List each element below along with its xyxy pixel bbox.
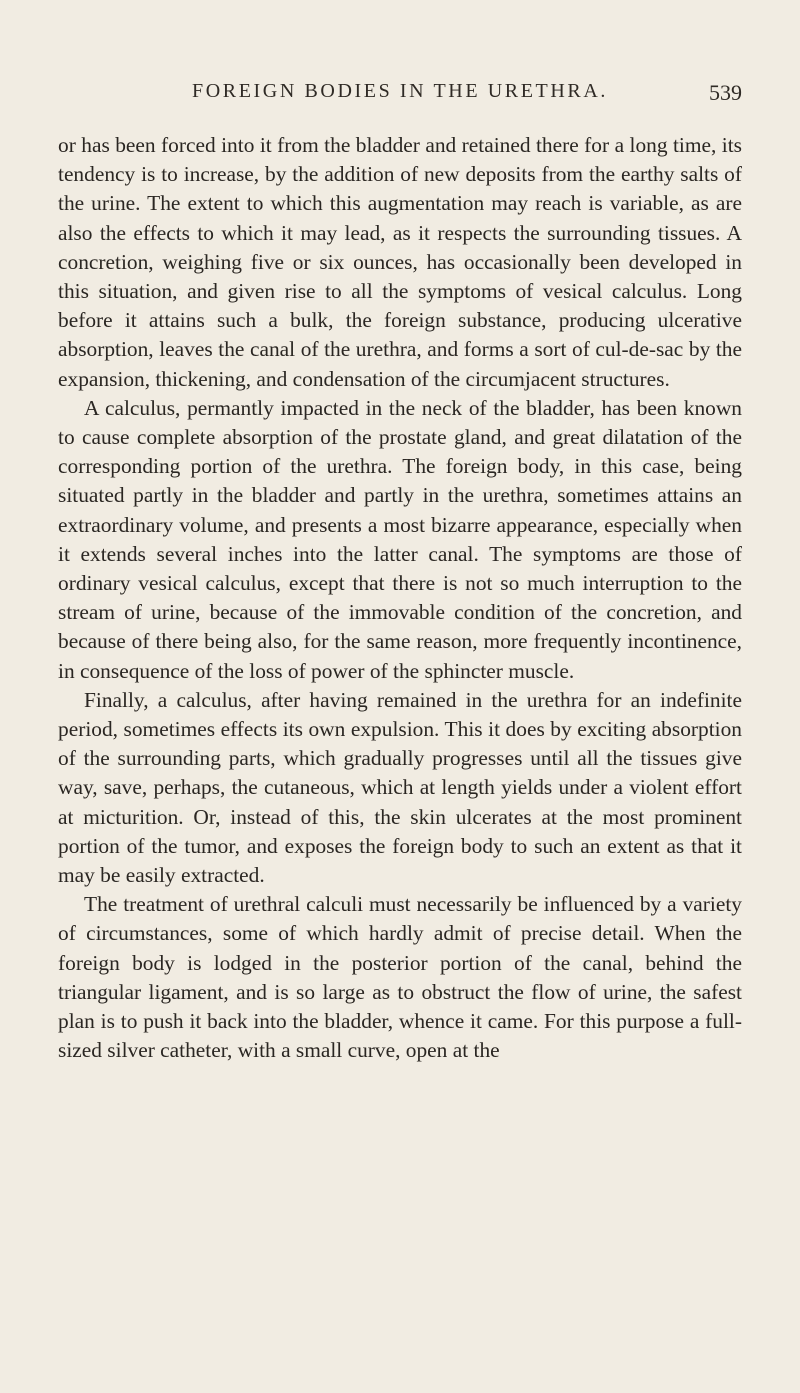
body-text bbox=[58, 131, 742, 1066]
running-title: FOREIGN BODIES IN THE URETHRA. bbox=[192, 80, 608, 102]
paragraph-treatment: The treatment of urethral calculi must necessarily be influenced by a variety of circumstances, some of which hardly admit of precise detail. When the foreign body is lodged in the posterior portion of the canal, behind the triangular ligament, and is so large as to obstruct the flow of urine, the safest plan is to push it back into the bladder, whence it came. For this purpose a full-sized silver catheter, with a small curve, open at the bbox=[58, 892, 742, 1063]
running-header bbox=[58, 80, 742, 112]
paragraph-self-expulsion: Finally, a calculus, after having remained in the urethra for an indefinite period, sometimes effects its own expulsion. This it does by exciting absorption of the surrounding parts, which gradually progresses until all the tissues give way, save, perhaps, the cutaneous, which at length yields under a violent effort at micturition. Or, instead of this, the skin ulcerates at the most prominent portion of the tumor, and exposes the foreign body to such an extent as that it may be easily extracted. bbox=[58, 687, 742, 888]
paragraph-continuation: or has been forced into it from the bladder and retained there for a long time, its tendency is to increase, by the addition of new deposits from the earthy salts of the urine. The extent to which this augmentation may reach is variable, as are also the effects to which it may lead, as it respects the surrounding tissues. A concretion, weighing five or six ounces, has occasionally been developed in this situation, and given rise to all the symptoms of vesical calculus. Long before it attains such a bulk, the foreign substance, producing ulcerative absorption, leaves the canal of the urethra, and forms a sort of cul-de-sac by the expansion, thickening, and condensation of the circumjacent structures. bbox=[58, 133, 742, 391]
page-number: 539 bbox=[709, 80, 742, 105]
paragraph-impacted-calculus: A calculus, permantly impacted in the neck of the bladder, has been known to cause complete absorption of the prostate gland, and great dilatation of the corresponding portion of the urethra. The foreign body, in this case, being situated partly in the bladder and partly in the urethra, sometimes attains an extraordinary volume, and presents a most bizarre appearance, especially when it extends several inches into the latter canal. The symptoms are those of ordinary vesical calculus, except that there is not so much interruption to the stream of urine, because of the immovable condition of the concretion, and because of there being also, for the same reason, more frequently incontinence, in consequence of the loss of power of the sphincter muscle. bbox=[58, 395, 742, 683]
